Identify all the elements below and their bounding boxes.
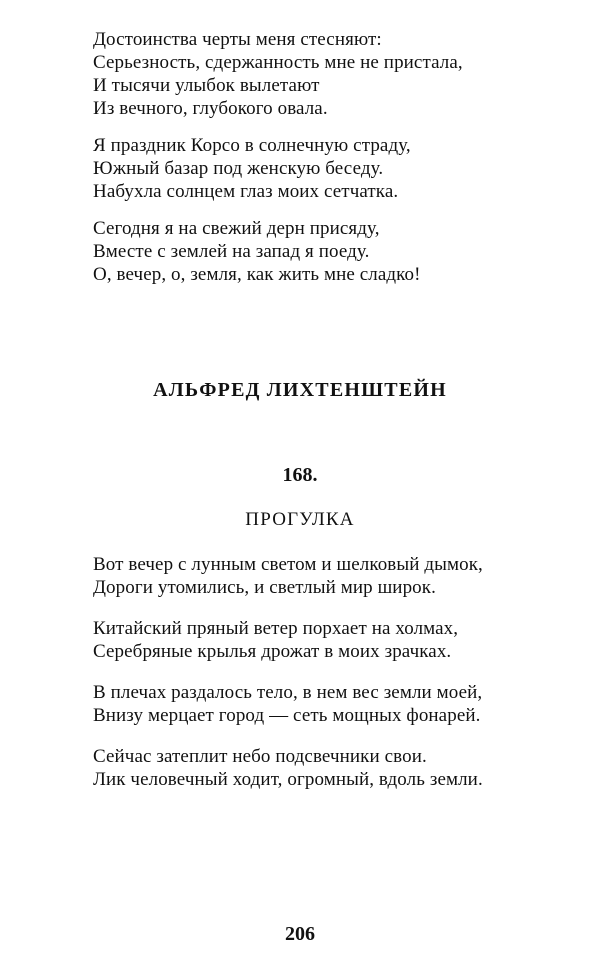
- poem-line: Достоинства черты меня стесняют:: [93, 29, 382, 50]
- poem-title: ПРОГУЛКА: [245, 509, 355, 530]
- poem-stanza-2: [93, 617, 573, 663]
- poem-line: Из вечного, глубокого овала.: [93, 98, 328, 119]
- poem-line: Сегодня я на свежий дерн присяду,: [93, 218, 380, 239]
- poem-line: В плечах раздалось тело, в нем вес земли моей,: [93, 682, 483, 703]
- poem-line: Дороги утомились, и светлый мир широк.: [93, 577, 436, 598]
- poem-stanza-1: [93, 553, 573, 599]
- poem-line: О, вечер, о, земля, как жить мне сладко!: [93, 264, 421, 285]
- previous-poem-stanza-1: [93, 28, 573, 120]
- poem-line: Китайский пряный ветер порхает на холмах,: [93, 618, 459, 639]
- poem-line: Внизу мерцает город — сеть мощных фонарей.: [93, 705, 481, 726]
- poem-line: Серьезность, сдержанность мне не пристала,: [93, 52, 463, 73]
- poem-line: Вот вечер с лунным светом и шелковый дымок,: [93, 554, 483, 575]
- poem-stanza-4: [93, 745, 573, 791]
- poem-line: Вместе с землей на запад я поеду.: [93, 241, 370, 262]
- poem-line: Лик человечный ходит, огромный, вдоль земли.: [93, 769, 483, 790]
- poem-number: 168.: [282, 464, 318, 486]
- poem-stanza-3: [93, 681, 573, 727]
- poem-line: Сейчас затеплит небо подсвечники свои.: [93, 746, 427, 767]
- poem-line: Южный базар под женскую беседу.: [93, 158, 384, 179]
- poem-line: Набухла солнцем глаз моих сетчатка.: [93, 181, 399, 202]
- previous-poem-stanza-2: [93, 134, 573, 203]
- poem-line: И тысячи улыбок вылетают: [93, 75, 320, 96]
- poem-line: Я праздник Корсо в солнечную страду,: [93, 135, 411, 156]
- previous-poem-stanza-3: [93, 217, 573, 286]
- page-number: 206: [285, 923, 315, 945]
- author-heading: АЛЬФРЕД ЛИХТЕНШТЕЙН: [153, 379, 447, 401]
- poem-line: Серебряные крылья дрожат в моих зрачках.: [93, 641, 452, 662]
